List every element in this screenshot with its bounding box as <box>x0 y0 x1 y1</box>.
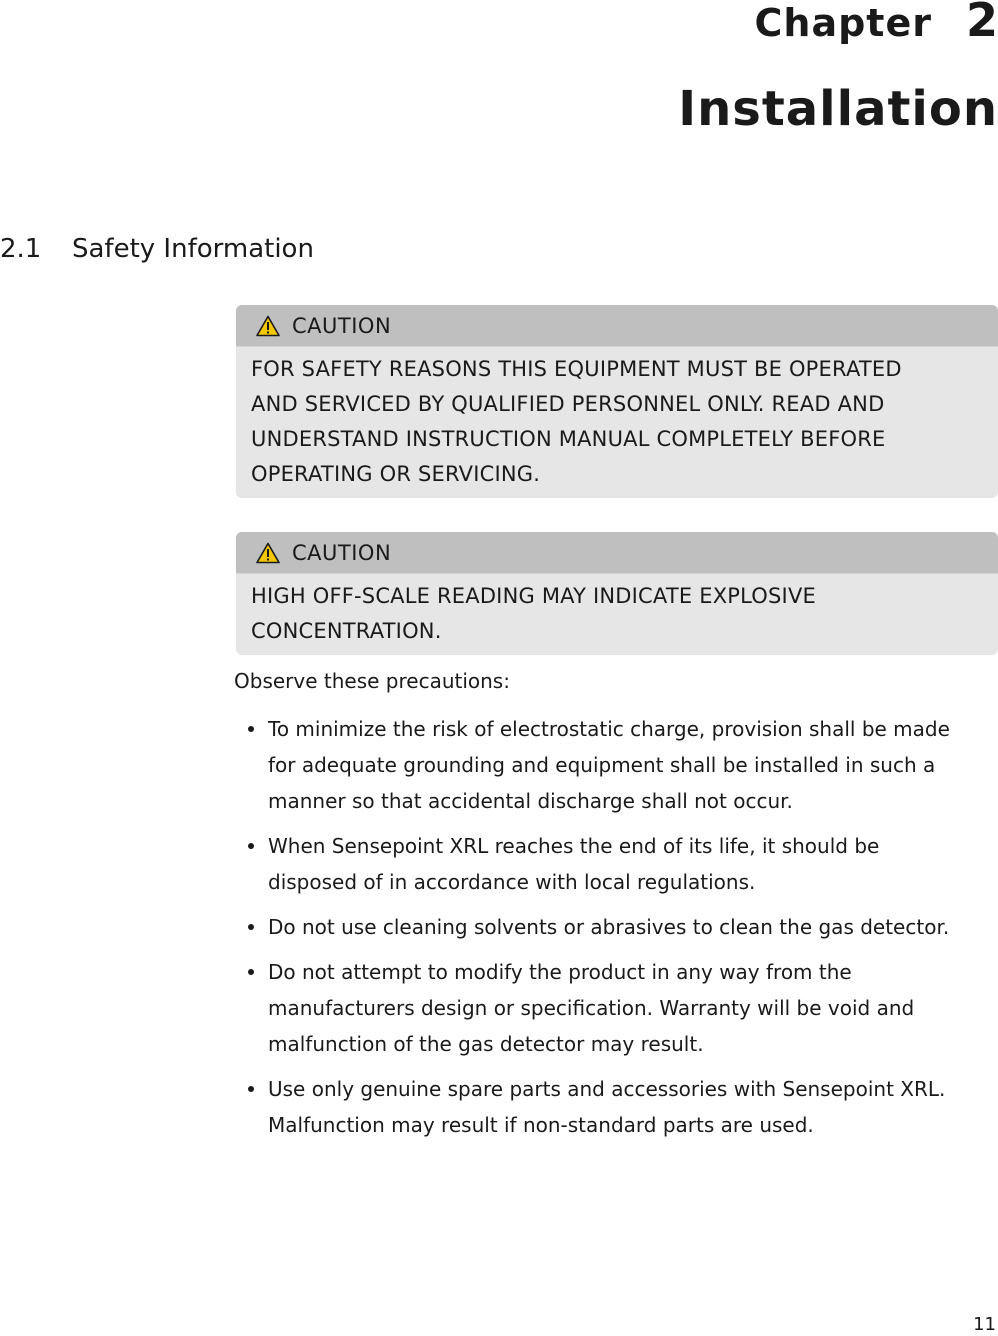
notice-line: HIGH OFF-SCALE READING MAY INDICATE EXPLOSIVE <box>251 584 816 608</box>
page-number: 11 <box>973 1314 996 1335</box>
list-item <box>246 909 998 945</box>
chapter-heading <box>755 0 998 46</box>
precautions-list <box>246 711 998 1152</box>
notice-body <box>236 347 998 498</box>
notice-body <box>236 574 998 655</box>
list-item <box>246 954 998 1062</box>
list-item-line: Use only genuine spare parts and accessories with Sensepoint XRL. <box>268 1077 946 1101</box>
bullet-icon <box>248 924 254 930</box>
list-item <box>246 711 998 819</box>
list-item-line: Do not attempt to modify the product in any way from the <box>268 960 852 984</box>
notice-label: CAUTION <box>292 313 392 338</box>
chapter-number: 2 <box>965 0 998 47</box>
bullet-icon <box>248 1086 254 1092</box>
list-item <box>246 828 998 900</box>
notice-line: FOR SAFETY REASONS THIS EQUIPMENT MUST BE OPERATED <box>251 357 902 381</box>
notice-line: CONCENTRATION. <box>251 619 442 643</box>
chapter-title: Installation <box>678 81 998 137</box>
list-item-line: malfunction of the gas detector may result. <box>268 1032 704 1056</box>
list-item-line: Do not use cleaning solvents or abrasives to clean the gas detector. <box>268 915 950 939</box>
list-item-line: When Sensepoint XRL reaches the end of its life, it should be <box>268 834 880 858</box>
list-item-line: To minimize the risk of electrostatic charge, provision shall be made <box>268 717 950 741</box>
notice-line: AND SERVICED BY QUALIFIED PERSONNEL ONLY. READ AND <box>251 392 885 416</box>
caution-notice-1 <box>236 305 998 498</box>
section-heading <box>0 232 314 266</box>
section-title: Safety Information <box>72 234 314 264</box>
notice-label: CAUTION <box>292 540 392 565</box>
notice-header <box>236 305 998 347</box>
list-item-line: manufacturers design or specification. Warranty will be void and <box>268 996 915 1020</box>
list-item <box>246 1071 998 1143</box>
list-item-line: for adequate grounding and equipment shall be installed in such a <box>268 753 936 777</box>
list-item-line: disposed of in accordance with local regulations. <box>268 870 756 894</box>
warning-triangle-icon <box>256 542 280 564</box>
bullet-icon <box>248 726 254 732</box>
notice-line: OPERATING OR SERVICING. <box>251 462 541 486</box>
precautions-intro: Observe these precautions: <box>234 669 510 693</box>
caution-notice-2 <box>236 532 998 655</box>
section-number: 2.1 <box>0 234 42 264</box>
list-item-line: manner so that accidental discharge shall not occur. <box>268 789 793 813</box>
chapter-label: Chapter <box>754 1 932 45</box>
bullet-icon <box>248 969 254 975</box>
notice-header <box>236 532 998 574</box>
bullet-icon <box>248 843 254 849</box>
list-item-line: Malfunction may result if non-standard parts are used. <box>268 1113 814 1137</box>
notice-line: UNDERSTAND INSTRUCTION MANUAL COMPLETELY BEFORE <box>251 427 886 451</box>
warning-triangle-icon <box>256 315 280 337</box>
